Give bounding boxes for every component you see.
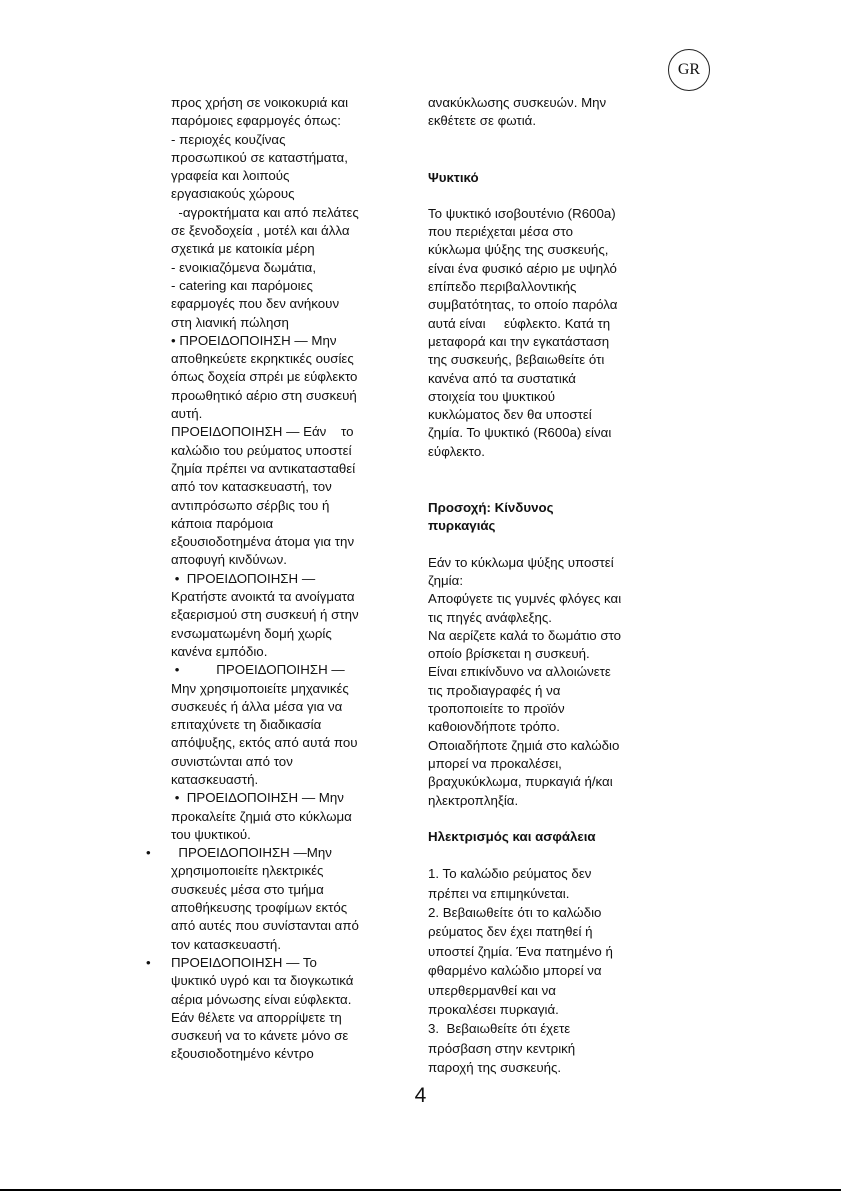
text-line: φθαρμένο καλώδιο μπορεί να <box>428 963 602 979</box>
text-line: - ενοικιαζόμενα δωμάτια, <box>171 259 317 275</box>
text-line: υπερθερμανθεί και να <box>428 982 556 998</box>
text-line: στη λιανική πώληση <box>171 314 289 330</box>
text-line: παρόμοιες εφαρμογές όπως: <box>171 113 341 129</box>
electric-heading: Ηλεκτρισμός και ασφάλεια <box>428 828 596 844</box>
text-line: επίπεδο περιβαλλοντικής <box>428 279 577 295</box>
text-line <box>146 954 393 972</box>
text-line-content: ΠΡΟΕΙΔΟΠΟΙΗΣΗ —Μην <box>171 845 332 861</box>
text-line <box>171 991 393 1009</box>
text-line: συμβατότητας, το οποίο παρόλα <box>428 297 618 313</box>
text-line: είναι ένα φυσικό αέριο με υψηλό <box>428 260 617 276</box>
spacer <box>428 810 660 828</box>
text-line: 2. Βεβαιωθείτε ότι το καλώδιο <box>428 904 602 920</box>
text-line: συσκευές ή άλλα μέσα για να <box>171 698 343 714</box>
text-line: ζημία. Το ψυκτικό (R600a) είναι <box>428 425 612 441</box>
text-line <box>171 862 393 880</box>
text-line: Το ψυκτικό ισοβουτένιο (R600a) <box>428 205 616 221</box>
text-line <box>146 844 393 862</box>
text-line: πρόσβαση στην κεντρική <box>428 1040 576 1056</box>
text-line <box>171 1027 393 1045</box>
right-column <box>428 94 660 1078</box>
text-line: τις πηγές ανάφλεξης. <box>428 609 552 625</box>
bullet-icon: • <box>146 845 151 861</box>
text-line: όπως δοχεία σπρέι με εύφλεκτο <box>171 369 358 385</box>
text-line: • ΠΡΟΕΙΔΟΠΟΙΗΣΗ — Μην <box>171 790 344 806</box>
text-line: Αποφύγετε τις γυμνές φλόγες και <box>428 591 622 607</box>
text-line: γραφεία και λοιπούς <box>171 168 290 184</box>
text-line: 3. Βεβαιωθείτε ότι έχετε <box>428 1021 571 1037</box>
refrigerant-paragraph <box>428 205 660 461</box>
text-line: από τον κατασκευαστή, τον <box>171 479 332 495</box>
text-line: ζημία πρέπει να αντικατασταθεί <box>171 460 356 476</box>
text-line: εύφλεκτο. <box>428 443 485 459</box>
text-line-content: αποθήκευσης τροφίμων εκτός <box>171 900 348 916</box>
text-line: βραχυκύκλωμα, πυρκαγιά ή/και <box>428 774 613 790</box>
bullet-icon: • <box>146 954 151 970</box>
text-line: εκθέτετε σε φωτιά. <box>428 113 537 129</box>
text-line: • ΠΡΟΕΙΔΟΠΟΙΗΣΗ — <box>171 662 345 678</box>
text-line-content: ψυκτικό υγρό και τα διογκωτικά <box>171 973 354 989</box>
spacer <box>428 461 660 499</box>
text-line: σχετικά με κατοικία μέρη <box>171 241 315 257</box>
text-line: -αγροκτήματα και από πελάτες <box>171 204 359 220</box>
text-line: προκαλέσει πυρκαγιά. <box>428 1001 559 1017</box>
text-line: • ΠΡΟΕΙΔΟΠΟΙΗΣΗ — Μην <box>171 332 337 348</box>
text-line: ΠΡΟΕΙΔΟΠΟΙΗΣΗ — Εάν το <box>171 424 354 440</box>
text-line: Οποιαδήποτε ζημιά στο καλώδιο <box>428 737 620 753</box>
left-column <box>146 94 393 1064</box>
fire-paragraph <box>428 554 660 810</box>
page-number: 4 <box>414 1084 427 1107</box>
text-line: κυκλώματος δεν θα υποστεί <box>428 407 592 423</box>
text-line: - περιοχές κουζίνας <box>171 131 286 147</box>
text-line: οποίο βρίσκεται η συσκευή. <box>428 646 590 662</box>
text-line: ενσωματωμένη δομή χωρίς <box>171 625 332 641</box>
text-line-content: αέρια μόνωσης είναι εύφλεκτα. <box>171 991 352 1007</box>
text-line: αυτά είναι εύφλεκτο. Κατά τη <box>428 315 611 331</box>
text-line: παροχή της συσκευής. <box>428 1060 562 1076</box>
refrigerant-heading: Ψυκτικό <box>428 169 479 185</box>
text-line: ρεύματος δεν έχει πατηθεί ή <box>428 924 593 940</box>
text-line: προσωπικού σε καταστήματα, <box>171 149 348 165</box>
text-line: κατασκευαστή. <box>171 771 259 787</box>
text-line: Κρατήστε ανοικτά τα ανοίγματα <box>171 589 355 605</box>
text-line: κύκλωμα ψύξης της συσκευής, <box>428 242 609 258</box>
text-line: προκαλείτε ζημιά στο κύκλωμα <box>171 808 352 824</box>
text-line: καλώδιο του ρεύματος υποστεί <box>171 442 352 458</box>
language-badge: GR <box>668 49 710 91</box>
text-line: καθοιονδήποτε τρόπο. <box>428 719 560 735</box>
text-line: - catering και παρόμοιες <box>171 277 313 293</box>
text-line: Να αερίζετε καλά το δωμάτιο στο <box>428 627 622 643</box>
text-line <box>171 1009 393 1027</box>
text-line-content: εξουσιοδοτημένο κέντρο <box>171 1046 314 1062</box>
spacer <box>428 846 660 864</box>
text-line-content: ΠΡΟΕΙΔΟΠΟΙΗΣΗ — Το <box>171 954 317 970</box>
text-line: Είναι επικίνδυνο να αλλοιώνετε <box>428 664 611 680</box>
text-line <box>171 899 393 917</box>
text-line: της συσκευής, βεβαιωθείτε ότι <box>428 352 605 368</box>
text-line: εξουσιοδοτημένα άτομα για την <box>171 534 355 550</box>
text-line <box>171 972 393 990</box>
text-line: ανακύκλωσης συσκευών. Μην <box>428 95 607 110</box>
text-line: εξαερισμού στη συσκευή ή στην <box>171 607 359 623</box>
text-line: μεταφορά και την εγκατάσταση <box>428 333 610 349</box>
text-line: κάποια παρόμοια <box>171 515 274 531</box>
text-line: επιταχύνετε τη διαδικασία <box>171 717 322 733</box>
text-line: προς χρήση σε νοικοκυριά και <box>171 95 349 110</box>
text-line-content: συσκευή να το κάνετε μόνο σε <box>171 1028 349 1044</box>
text-line: απόψυξης, εκτός από αυτά που <box>171 735 358 751</box>
text-line <box>171 917 393 935</box>
text-line: • ΠΡΟΕΙΔΟΠΟΙΗΣΗ — <box>171 570 316 586</box>
text-line: ηλεκτροπληξία. <box>428 792 519 808</box>
text-line: μπορεί να προκαλέσει, <box>428 755 562 771</box>
text-line: εφαρμογές που δεν ανήκουν <box>171 296 340 312</box>
left-column-outdented-bullets <box>146 844 393 1064</box>
text-line <box>171 936 393 954</box>
spacer <box>428 536 660 554</box>
text-line: προωθητικό αέριο στη συσκευή <box>171 387 357 403</box>
text-line <box>171 881 393 899</box>
text-line: Μην χρησιμοποιείτε μηχανικές <box>171 680 349 696</box>
text-line: πρέπει να επιμηκύνεται. <box>428 885 570 901</box>
electric-paragraph <box>428 864 660 1077</box>
text-line-content: συσκευές μέσα στο τμήμα <box>171 881 324 897</box>
text-line: εργασιακούς χώρους <box>171 186 295 202</box>
fire-heading-line-2: πυρκαγιάς <box>428 518 496 534</box>
text-line: σε ξενοδοχεία , μοτέλ και άλλα <box>171 223 350 239</box>
text-line: αυτή. <box>171 406 203 422</box>
text-line-content: Εάν θέλετε να απορρίψετε τη <box>171 1009 342 1025</box>
text-line: Εάν το κύκλωμα ψύξης υποστεί <box>428 554 614 570</box>
text-line: που περιέχεται μέσα στο <box>428 224 574 240</box>
text-line: 1. Το καλώδιο ρεύματος δεν <box>428 866 592 882</box>
text-line <box>171 1045 393 1063</box>
text-line-content: χρησιμοποιείτε ηλεκτρικές <box>171 863 324 879</box>
spacer <box>428 187 660 205</box>
text-line: ζημία: <box>428 572 464 588</box>
text-line: κανένα εμπόδιο. <box>171 643 268 659</box>
text-line: αντιπρόσωπο σέρβις του ή <box>171 497 330 513</box>
left-column-lines <box>171 94 393 844</box>
text-line: κανένα από τα συστατικά <box>428 370 576 386</box>
text-line: στοιχεία του ψυκτικού <box>428 388 556 404</box>
text-line: τις προδιαγραφές ή να <box>428 682 561 698</box>
right-intro <box>428 94 660 131</box>
text-line: του ψυκτικού. <box>171 826 251 842</box>
text-line: αποφυγή κινδύνων. <box>171 552 287 568</box>
spacer <box>428 131 660 169</box>
text-line: υποστεί ζημία. Ένα πατημένο ή <box>428 943 613 959</box>
fire-heading-line-1: Προσοχή: Κίνδυνος <box>428 500 554 516</box>
text-line: αποθηκεύετε εκρηκτικές ουσίες <box>171 351 354 367</box>
text-line: συνιστώνται από τον <box>171 753 293 769</box>
text-line-content: τον κατασκευαστή. <box>171 936 282 952</box>
text-line: τροποποιείτε το προϊόν <box>428 701 565 717</box>
text-line-content: από αυτές που συνίστανται από <box>171 918 359 934</box>
